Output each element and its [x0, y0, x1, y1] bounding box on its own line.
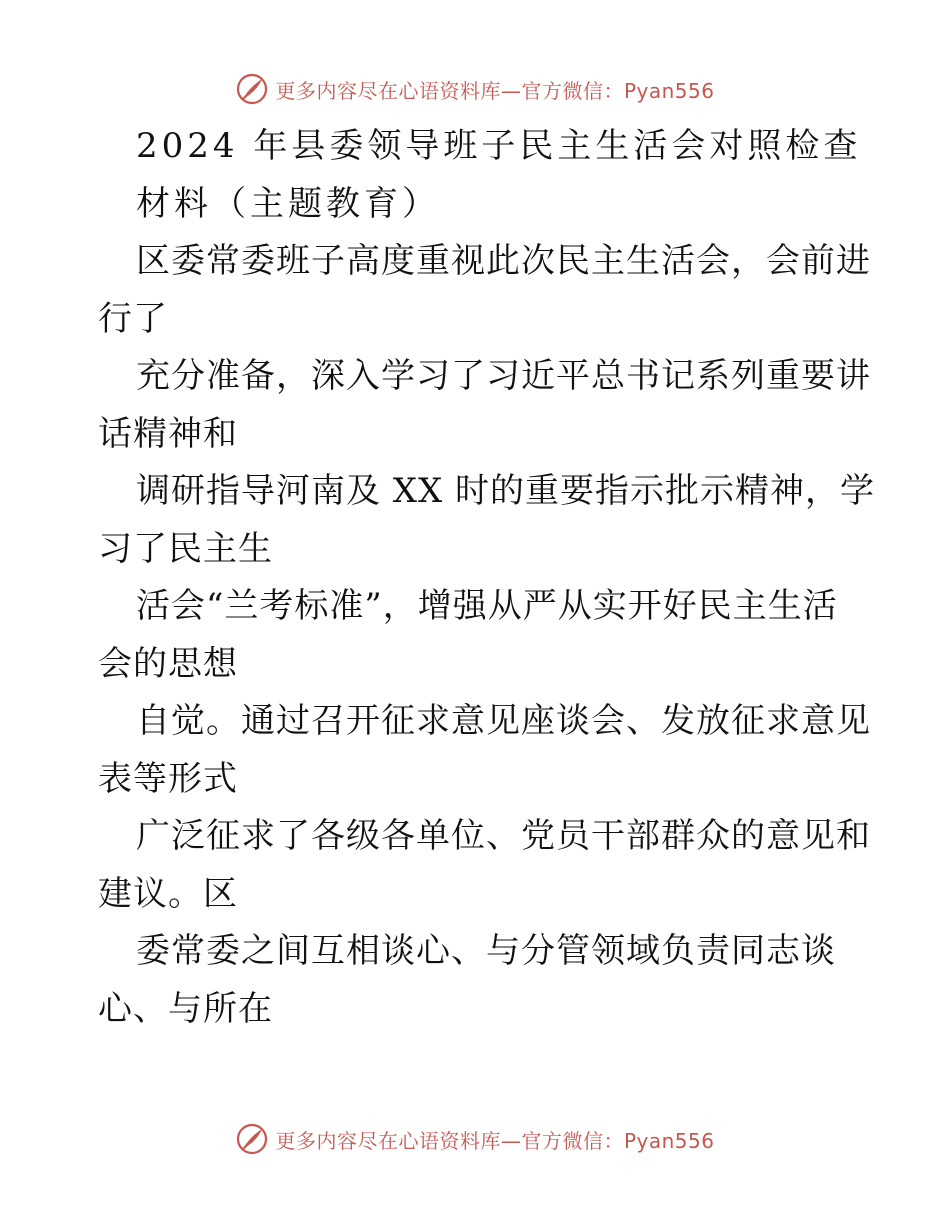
document-title-line: 2024 年县委领导班子民主生活会对照检查 — [136, 126, 862, 166]
quill-pen-logo-icon — [235, 1122, 269, 1156]
paragraph-line: 活会“兰考标准”，增强从严从实开好民主生活 — [136, 586, 838, 626]
paragraph-line: 调研指导河南及 XX 时的重要指示批示精神，学 — [136, 471, 876, 511]
paragraph-line: 建议。区 — [98, 873, 238, 914]
quill-pen-logo-icon — [235, 72, 269, 106]
document-title-line: 材料（主题教育） — [136, 183, 440, 224]
watermark-text: 更多内容尽在心语资料库—官方微信：Pyan556 — [275, 1128, 715, 1153]
paragraph-line: 自觉。通过召开征求意见座谈会、发放征求意见 — [136, 701, 871, 741]
watermark-header — [0, 72, 950, 106]
paragraph-line: 话精神和 — [98, 413, 238, 454]
paragraph-line: 广泛征求了各级各单位、党员干部群众的意见和 — [136, 816, 871, 856]
paragraph-line: 表等形式 — [98, 758, 238, 799]
paragraph-line: 区委常委班子高度重视此次民主生活会，会前进 — [136, 241, 871, 281]
watermark-footer — [0, 1122, 950, 1156]
paragraph-line: 心、与所在 — [98, 988, 273, 1029]
document-body — [98, 118, 876, 1038]
paragraph-line: 习了民主生 — [98, 528, 273, 569]
paragraph-line: 委常委之间互相谈心、与分管领域负责同志谈 — [136, 931, 836, 971]
watermark-text: 更多内容尽在心语资料库—官方微信：Pyan556 — [275, 78, 715, 103]
paragraph-line: 行了 — [98, 298, 168, 339]
paragraph-line: 会的思想 — [98, 643, 238, 684]
paragraph-line: 充分准备，深入学习了习近平总书记系列重要讲 — [136, 356, 871, 396]
